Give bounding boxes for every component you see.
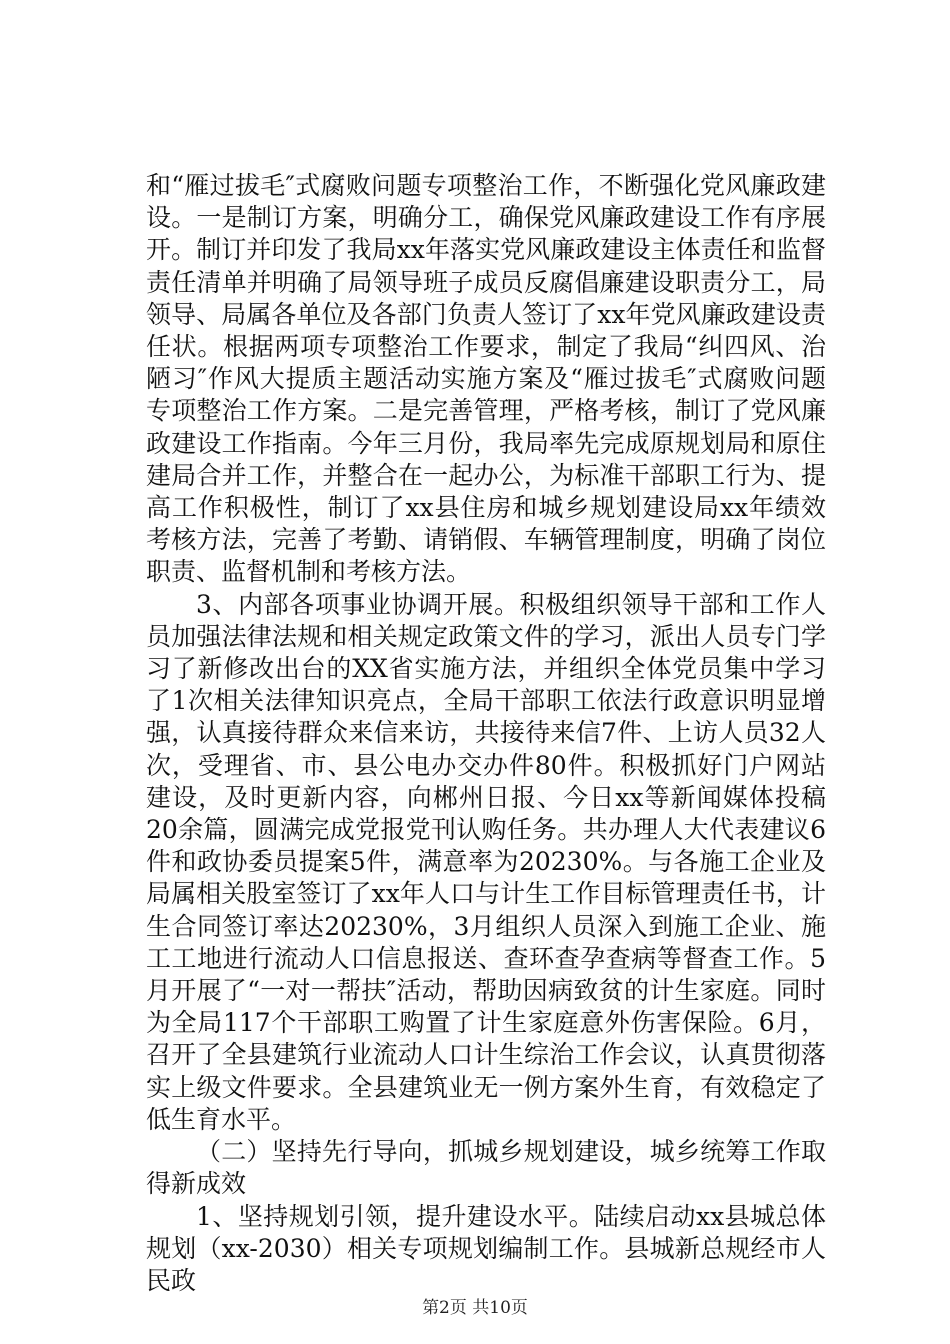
paragraph-party-conduct: 和“雁过拔毛″式腐败问题专项整治工作，不断强化党风廉政建设。一是制订方案，明确分工，确保党风廉政建设工作有序展开。制订并印发了我局xx年落实党风廉政建设主体责任和监督责任清单并明确了局领导班子成员反腐倡廉建设职责分工，局领导、局属各单位及各部门负责人签订了xx年党风廉政建设责任状。根据两项专项整治工作要求，制定了我局“纠四风、治陋习″作风大提质主题活动实施方案及“雁过拔毛″式腐败问题专项整治工作方案。二是完善管理，严格考核，制订了党风廉政建设工作指南。今年三月份，我局率先完成原规划局和原住建局合并工作，并整合在一起办公，为标准干部职工行为、提高工作积极性，制订了xx县住房和城乡规划建设局xx年绩效考核方法，完善了考勤、请销假、车辆管理制度，明确了岗位职责、监督机制和考核方法。 — [146, 171, 826, 587]
paragraph-planning-guidance: 1、坚持规划引领，提升建设水平。陆续启动xx县城总体规划（xx-2030）相关专项规划编制工作。县城新总规经市人民政 — [146, 1201, 826, 1295]
page-footer: 第2页 共10页 — [422, 1298, 528, 1318]
document-body — [146, 170, 826, 1297]
section-heading-urban-rural-planning: （二）坚持先行导向，抓城乡规划建设，城乡统筹工作取得新成效 — [146, 1137, 826, 1199]
paragraph-internal-affairs: 3、内部各项事业协调开展。积极组织领导干部和工作人员加强法律法规和相关规定政策文件的学习，派出人员专门学习了新修改出台的XX省实施方法，并组织全体党员集中学习了1次相关法律知识亮点，全局干部职工依法行政意识明显增强，认真接待群众来信来访，共接待来信7件、上访人员32人次，受理省、市、县公电办交办件80件。积极抓好门户网站建设，及时更新内容，向郴州日报、今日xx等新闻媒体投稿20余篇，圆满完成党报党刊认购任务。共办理人大代表建议6件和政协委员提案5件，满意率为20230%。与各施工企业及局属相关股室签订了xx年人口与计生工作目标管理责任书，计生合同签订率达20230%，3月组织人员深入到施工企业、施工工地进行流动人口信息报送、查环查孕查病等督查工作。5月开展了“一对一帮扶″活动，帮助因病致贫的计生家庭。同时为全局117个干部职工购置了计生家庭意外伤害保险。6月，召开了全县建筑行业流动人口计生综治工作会议，认真贯彻落实上级文件要求。全县建筑业无一例方案外生育，有效稳定了低生育水平。 — [146, 589, 826, 1134]
